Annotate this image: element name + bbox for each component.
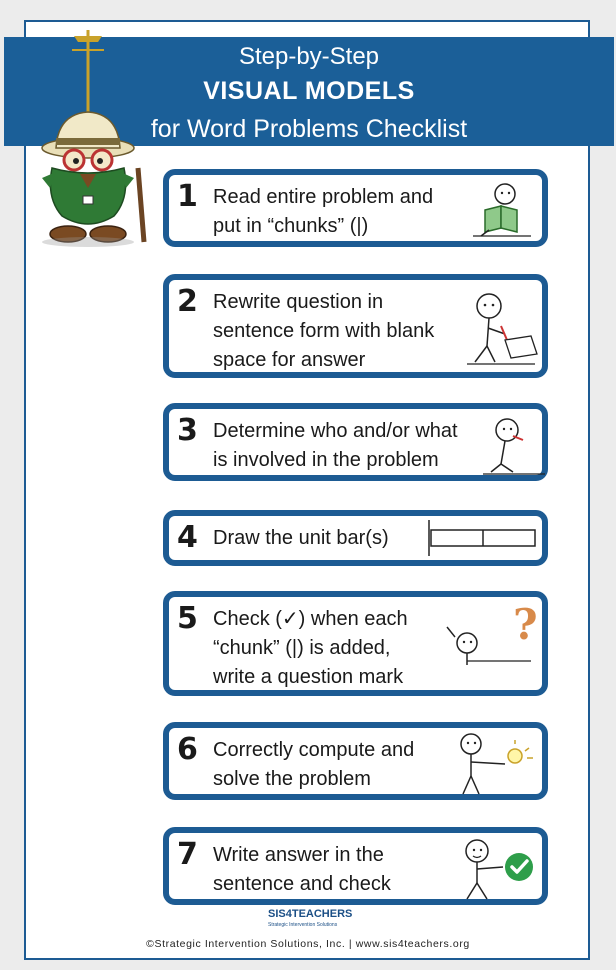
step-number: 6 bbox=[177, 732, 198, 767]
writing-figure-icon bbox=[461, 288, 541, 368]
step-text: Rewrite question in sentence form with blank space for answer bbox=[213, 291, 435, 371]
mascot-explorer-icon bbox=[28, 28, 158, 250]
step-text: Correctly compute and solve the problem bbox=[213, 739, 415, 790]
checklist-step-3 bbox=[163, 403, 548, 481]
logo-text: SIS4TEACHERS bbox=[268, 908, 353, 920]
step-number: 1 bbox=[177, 179, 198, 214]
step-number: 5 bbox=[177, 601, 198, 636]
checklist-step-1 bbox=[163, 169, 548, 247]
reading-book-figure-icon bbox=[467, 180, 537, 240]
checklist-step-5 bbox=[163, 591, 548, 696]
logo-subtext: Strategic Intervention Solutions bbox=[268, 922, 338, 928]
step-number: 3 bbox=[177, 413, 198, 448]
title-line-3: for Word Problems Checklist bbox=[150, 115, 468, 143]
title-line-2: VISUAL MODELS bbox=[203, 77, 415, 105]
sis4teachers-logo bbox=[268, 908, 353, 932]
step-text: Determine who and/or what is involved in the problem bbox=[213, 420, 458, 471]
step-number: 4 bbox=[177, 520, 198, 555]
checklist-step-6 bbox=[163, 722, 548, 800]
step-text: Check (✓) when each “chunk” (|) is added, write a question mark bbox=[213, 608, 408, 688]
svg-text:?: ? bbox=[513, 603, 538, 649]
title-line-1: Step-by-Step bbox=[238, 43, 380, 70]
step-number: 7 bbox=[177, 837, 198, 872]
step-text: Draw the unit bar(s) bbox=[213, 527, 389, 549]
question-mark-figure-icon bbox=[441, 603, 541, 673]
thinking-figure-icon bbox=[483, 414, 545, 476]
step-number: 2 bbox=[177, 284, 198, 319]
unit-bar-icon bbox=[427, 518, 537, 558]
lightbulb-figure-icon bbox=[455, 732, 543, 796]
checklist-step-4 bbox=[163, 510, 548, 566]
checkmark-figure-icon bbox=[457, 837, 539, 901]
copyright-footer: ©Strategic Intervention Solutions, Inc. | www.sis4teachers.org bbox=[146, 938, 470, 950]
step-text: Read entire problem and put in “chunks” (|) bbox=[213, 186, 434, 237]
step-text: Write answer in the sentence and check bbox=[213, 844, 391, 895]
checklist-step-7 bbox=[163, 827, 548, 905]
checklist-step-2 bbox=[163, 274, 548, 378]
